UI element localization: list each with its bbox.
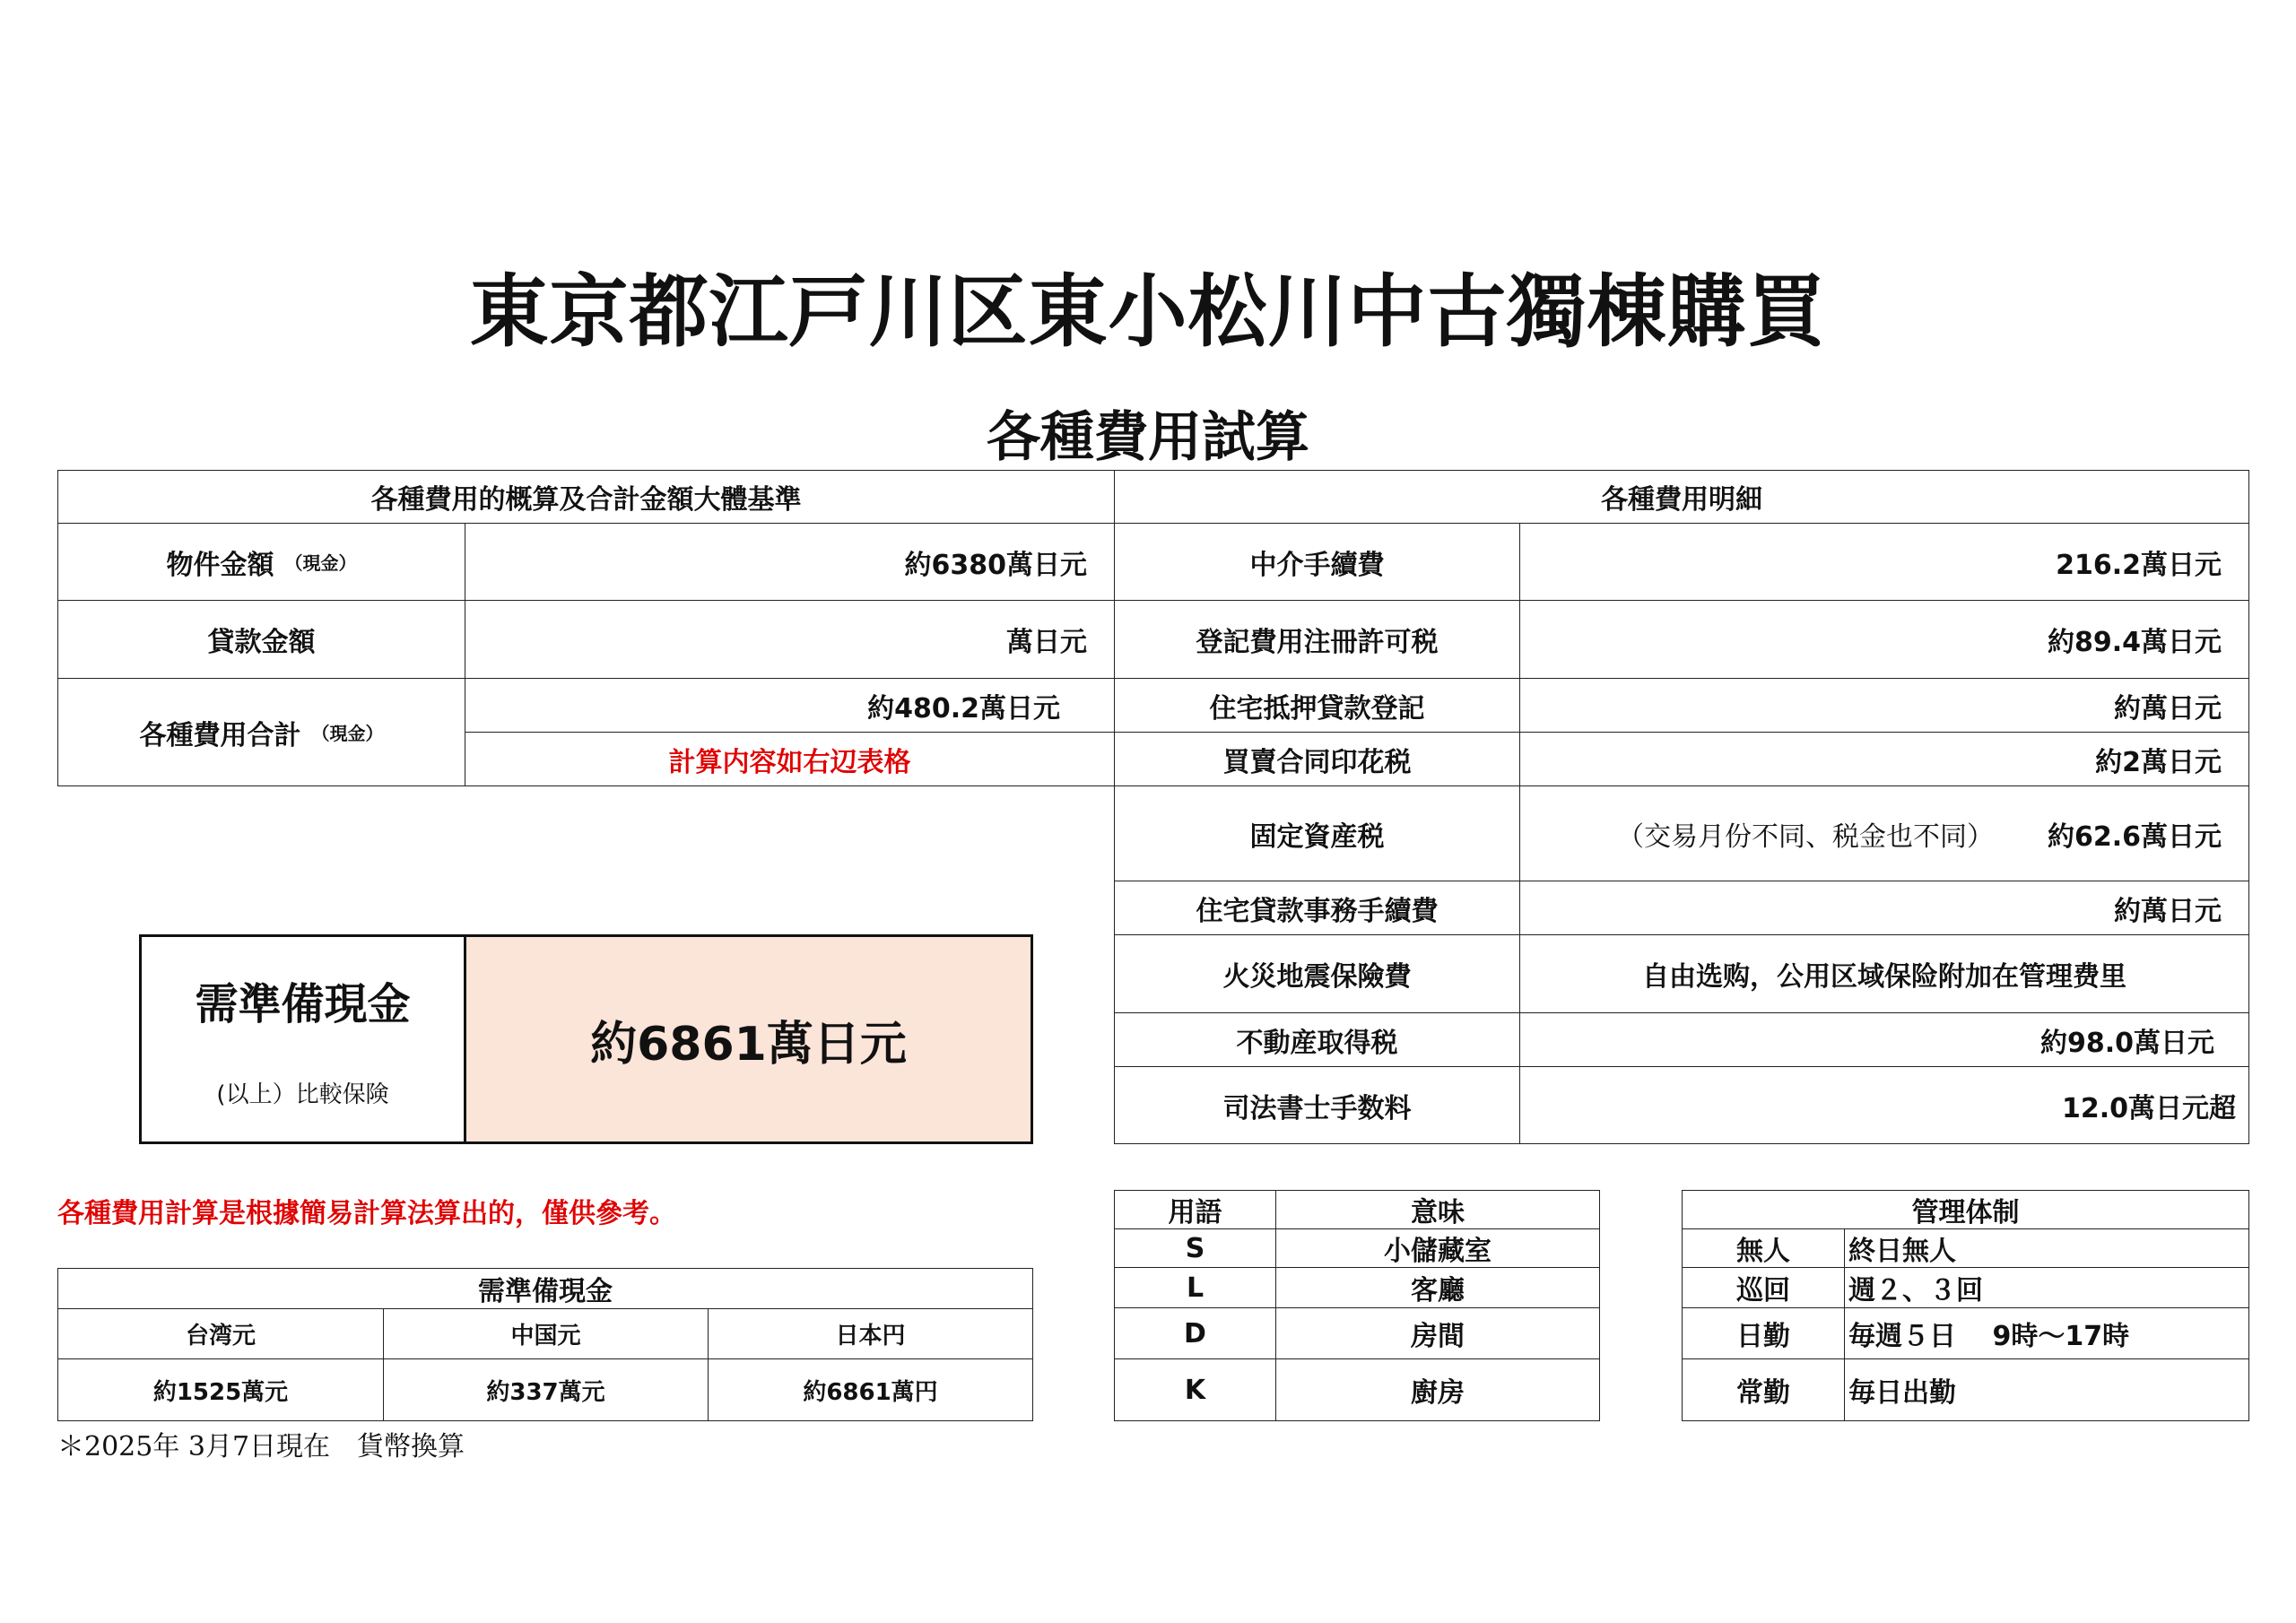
fee-value-cell: [1519, 785, 2249, 881]
property-label-cell: [57, 523, 465, 601]
fee-value: 約89.4萬日元: [1519, 600, 2249, 679]
property-value: 約6380萬日元: [465, 523, 1115, 601]
management-desc: 毎日出勤: [1844, 1358, 2249, 1421]
currency-col: 台湾元: [57, 1308, 384, 1359]
management-type: 巡回: [1682, 1267, 1845, 1308]
fee-label: 登記費用注冊許可税: [1114, 600, 1520, 679]
term-meaning: 房間: [1275, 1307, 1600, 1359]
fee-label: 司法書士手数料: [1114, 1066, 1520, 1144]
disclaimer: 各種費用計算是根據簡易計算法算出的，僅供參考。: [57, 1198, 676, 1229]
currency-value: 約6861萬円: [708, 1358, 1033, 1421]
term-meaning: 小儲藏室: [1275, 1228, 1600, 1268]
fee-label: 住宅抵押貸款登記: [1114, 678, 1520, 733]
fee-label: 住宅貸款事務手續費: [1114, 881, 1520, 935]
fee-label: 中介手續費: [1114, 523, 1520, 601]
cash-label-box: [139, 934, 466, 1144]
management-type: 常勤: [1682, 1358, 1845, 1421]
cash-sub: (以上）比較保険: [216, 1081, 389, 1108]
footnote: ＊2025年 3月7日現在 貨幣換算: [57, 1431, 465, 1462]
page-subtitle: 各種費用試算: [987, 406, 1309, 469]
total-label: 各種費用合計: [139, 719, 301, 751]
left-table-header: 各種費用的概算及合計金額大體基準: [57, 470, 1115, 524]
currency-col: 中国元: [383, 1308, 709, 1359]
fee-value: 約98.0萬日元: [1519, 1012, 2249, 1067]
currency-header: 需準備現金: [57, 1268, 1033, 1309]
loan-label: 貸款金額: [57, 600, 465, 679]
fee-value: 約62.6萬日元: [2047, 820, 2222, 853]
fee-label: 火災地震保險費: [1114, 934, 1520, 1013]
management-type: 日勤: [1682, 1307, 1845, 1359]
currency-value: 約337萬元: [383, 1358, 709, 1421]
fee-value: 216.2萬日元: [1519, 523, 2249, 601]
fee-value: 約2萬日元: [1519, 732, 2249, 786]
total-label-cell: [57, 678, 465, 786]
management-type: 無人: [1682, 1228, 1845, 1268]
fee-value: 自由选购，公用区域保险附加在管理费里: [1519, 934, 2249, 1013]
term-code: S: [1114, 1228, 1276, 1268]
cash-value: 約6861萬日元: [464, 934, 1033, 1144]
loan-value: 萬日元: [465, 600, 1115, 679]
terms-header: 意味: [1275, 1190, 1600, 1229]
currency-col: 日本円: [708, 1308, 1033, 1359]
fee-label: 買賣合同印花税: [1114, 732, 1520, 786]
term-code: D: [1114, 1307, 1276, 1359]
fee-value: 約萬日元: [1519, 678, 2249, 733]
term-code: L: [1114, 1267, 1276, 1308]
management-desc: 毎週５日 9時～17時: [1844, 1307, 2249, 1359]
right-table-header: 各種費用明細: [1114, 470, 2249, 524]
property-label: 物件金額: [166, 549, 274, 581]
fee-value: 12.0萬日元超: [1519, 1066, 2249, 1144]
page-title: 東京都江戸川区東小松川中古獨棟購買: [469, 265, 1827, 358]
management-desc: 終日無人: [1844, 1228, 2249, 1268]
management-desc: 週２、３回: [1844, 1267, 2249, 1308]
term-meaning: 廚房: [1275, 1358, 1600, 1421]
fee-value: 約萬日元: [1519, 881, 2249, 935]
terms-header: 用語: [1114, 1190, 1276, 1229]
cash-label: 需準備現金: [195, 979, 411, 1029]
fee-label: 固定資産税: [1114, 785, 1520, 881]
property-note: （現金）: [284, 552, 357, 574]
currency-value: 約1525萬元: [57, 1358, 384, 1421]
total-value: 約480.2萬日元: [465, 678, 1115, 733]
fee-label: 不動産取得税: [1114, 1012, 1520, 1067]
total-note: （現金）: [311, 723, 384, 744]
fee-note: （交易月份不同、税金也不同）: [1616, 820, 1994, 853]
calc-note: 計算内容如右辺表格: [465, 732, 1115, 786]
management-header: 管理体制: [1682, 1190, 2249, 1229]
term-code: K: [1114, 1358, 1276, 1421]
term-meaning: 客廳: [1275, 1267, 1600, 1308]
